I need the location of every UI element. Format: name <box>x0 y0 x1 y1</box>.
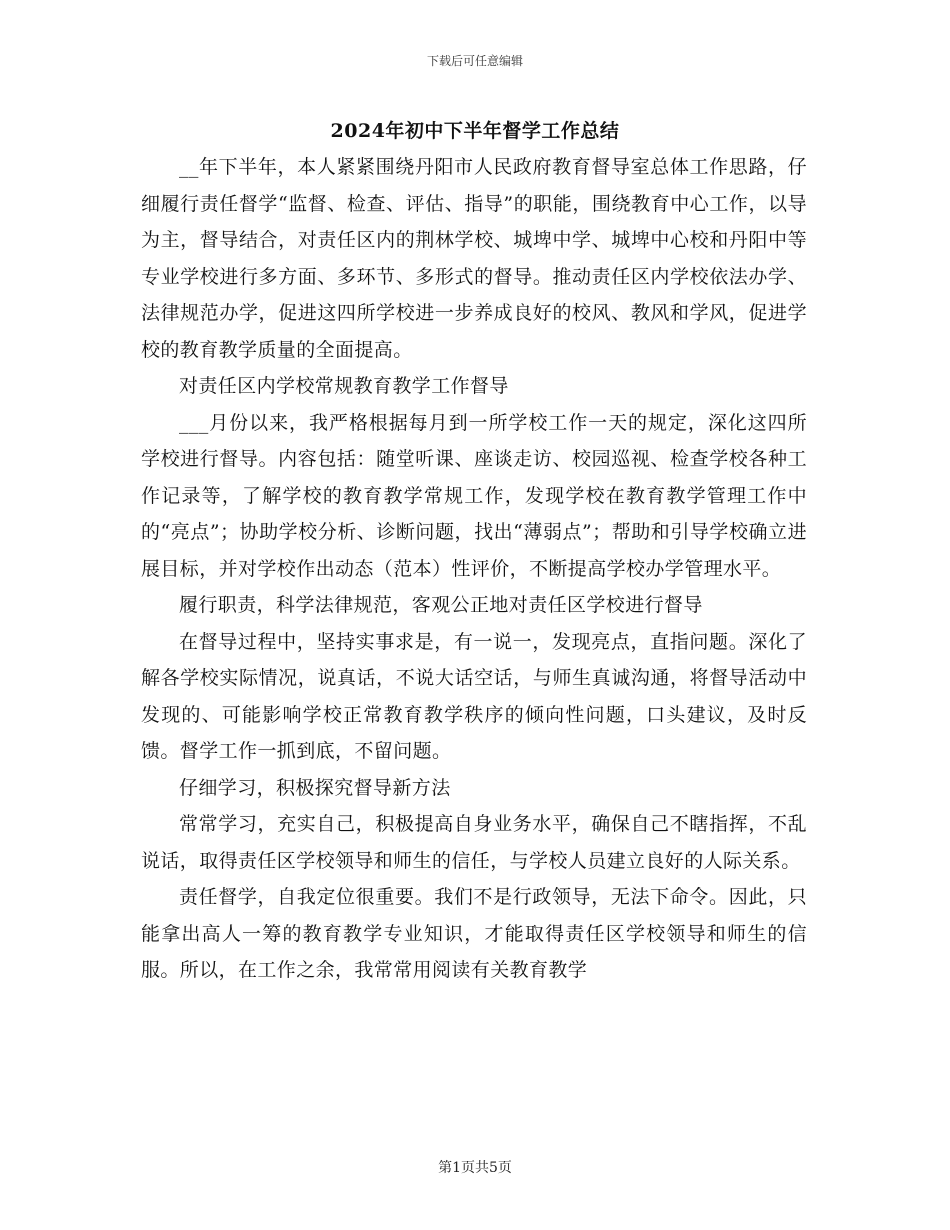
document-title: 2024年初中下半年督学工作总结 <box>330 120 620 142</box>
section-heading-routine-supervision: 对责任区内学校常规教育教学工作督导 <box>179 375 509 397</box>
document-body <box>141 149 807 989</box>
section-heading-duties: 履行职责，科学法律规范，客观公正地对责任区学校进行督导 <box>179 594 703 616</box>
paragraph-intro: __年下半年，本人紧紧围绕丹阳市人民政府教育督导室总体工作思路，仔细履行责任督学“监督、检查、评估、指导”的职能，围绕教育中心工作，以导为主，督导结合，对责任区内的荆林学校、城埤中学、城埤中心校和丹阳中等专业学校进行多方面、多环节、多形式的督导。推动责任区内学校依法办学、法律规范办学，促进这四所学校进一步养成良好的校风、教风和学风，促进学校的教育教学质量的全面提高。 <box>141 156 807 361</box>
paragraph-duties: 在督导过程中，坚持实事求是，有一说一，发现亮点，直指问题。深化了解各学校实际情况，说真话，不说大话空话，与师生真诚沟通，将督导活动中发现的、可能影响学校正常教育教学秩序的倾向性问题，口头建议，及时反馈。督学工作一抓到底，不留问题。 <box>141 630 807 762</box>
page-number: 第1页共5页 <box>438 1160 512 1176</box>
section-heading-study: 仔细学习，积极探究督导新方法 <box>179 776 451 799</box>
page-header-note: 下载后可任意编辑 <box>426 54 523 68</box>
paragraph-study: 常常学习，充实自己，积极提高自身业务水平，确保自己不瞎指挥，不乱说话，取得责任区学校领导和师生的信任，与学校人员建立良好的人际关系。 <box>141 813 807 872</box>
paragraph-routine-supervision: ___月份以来，我严格根据每月到一所学校工作一天的规定，深化这四所学校进行督导。内容包括：随堂听课、座谈走访、校园巡视、检查学校各种工作记录等，了解学校的教育教学常规工作，发现学校在教育教学管理工作中的“亮点”；协助学校分析、诊断问题，找出“薄弱点”；帮助和引导学校确立进展目标，并对学校作出动态（范本）性评价，不断提高学校办学管理水平。 <box>141 411 807 580</box>
paragraph-self-positioning: 责任督学，自我定位很重要。我们不是行政领导，无法下命令。因此，只能拿出高人一筹的教育教学专业知识，才能取得责任区学校领导和师生的信服。所以，在工作之余，我常常用阅读有关教育教学 <box>141 886 807 981</box>
